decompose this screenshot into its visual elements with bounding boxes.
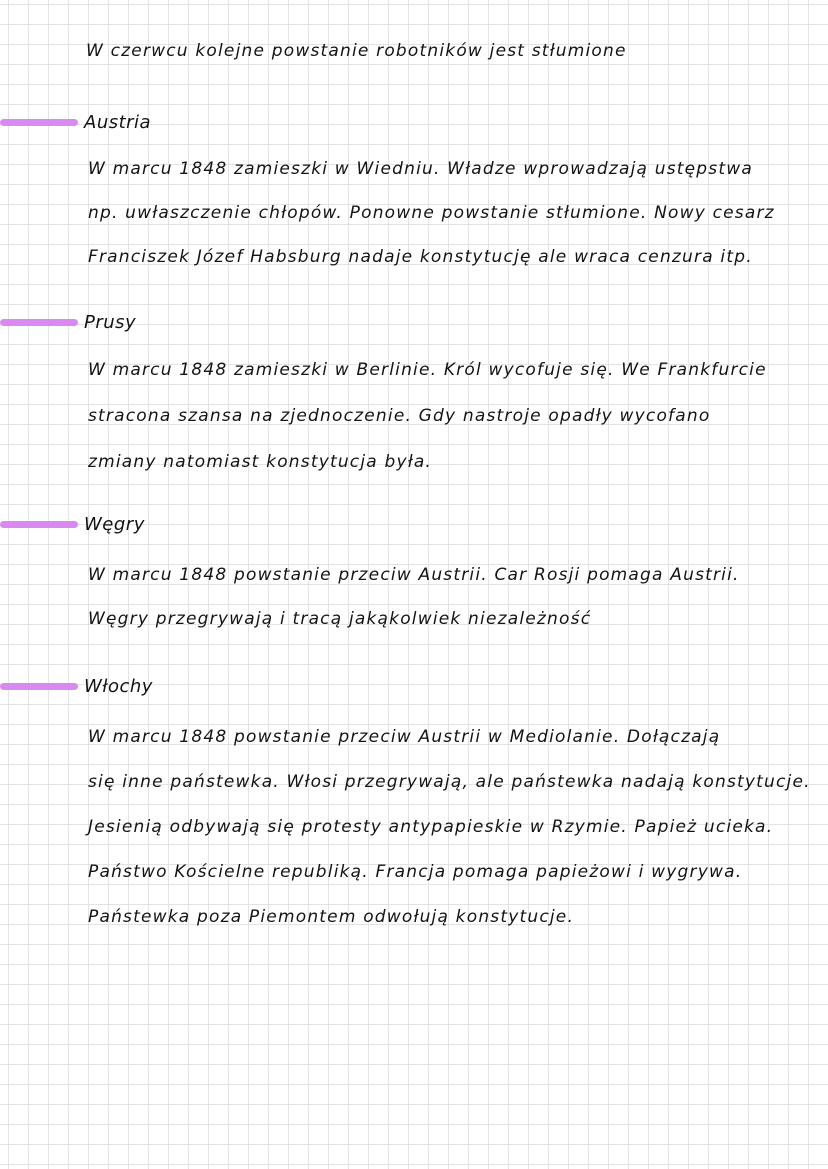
section-line: W marcu 1848 zamieszki w Berlinie. Król wycofuje się. We Frankfurcie xyxy=(88,360,767,380)
section-line: Państewka poza Piemontem odwołują konstytucje. xyxy=(88,907,575,927)
section-line: W marcu 1848 powstanie przeciw Austrii w Mediolanie. Dołączają xyxy=(88,727,721,747)
section-heading-austria: Austria xyxy=(84,112,152,133)
section-heading-wlochy: Włochy xyxy=(84,676,153,697)
section-heading-prusy: Prusy xyxy=(84,312,137,333)
section-line: stracona szansa na zjednoczenie. Gdy nastroje opadły wycofano xyxy=(88,406,711,426)
section-line: Węgry przegrywają i tracą jakąkolwiek niezależność xyxy=(88,609,592,629)
section-line: np. uwłaszczenie chłopów. Ponowne powstanie stłumione. Nowy cesarz xyxy=(88,203,775,223)
section-line: Jesienią odbywają się protesty antypapieskie w Rzymie. Papież ucieka. xyxy=(88,817,774,837)
section-line: Franciszek Józef Habsburg nadaje konstytucję ale wraca cenzura itp. xyxy=(88,247,753,267)
section-line: W marcu 1848 powstanie przeciw Austrii. Car Rosji pomaga Austrii. xyxy=(88,565,740,585)
section-line: się inne państewka. Włosi przegrywają, ale państewka nadają konstytucje. xyxy=(88,772,811,792)
section-line: zmiany natomiast konstytucja była. xyxy=(88,452,433,472)
section-marker-prusy xyxy=(0,319,78,326)
section-line: Państwo Kościelne republiką. Francja pomaga papieżowi i wygrywa. xyxy=(88,862,743,882)
section-marker-austria xyxy=(0,119,78,126)
section-marker-wlochy xyxy=(0,683,78,690)
section-heading-wegry: Węgry xyxy=(84,514,145,535)
section-marker-wegry xyxy=(0,521,78,528)
intro-line: W czerwcu kolejne powstanie robotników jest stłumione xyxy=(86,41,627,61)
section-line: W marcu 1848 zamieszki w Wiedniu. Władze wprowadzają ustępstwa xyxy=(88,159,753,179)
